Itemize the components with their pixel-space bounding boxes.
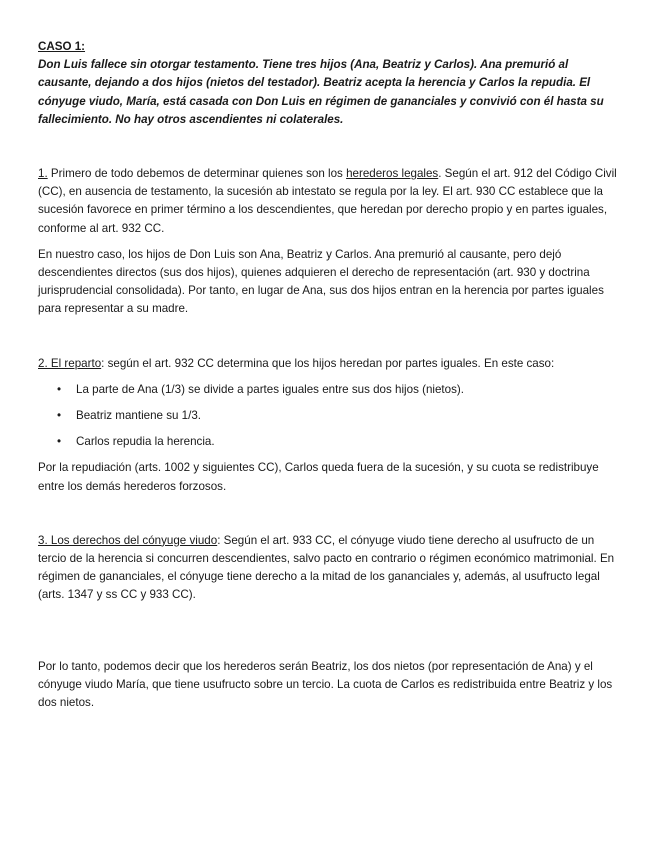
section-3-text: : Según el art. 933 CC, el cónyuge viudo tiene derecho al usufructo de un tercio de la herencia si concurren descendientes, salvo pacto en contrario o régimen económico matrimonial. En régimen de gananciales, el cónyuge tiene derecho a la mitad de los gananciales y, además, al usufructo legal (arts. 1347 y ss CC y 933 CC). (38, 533, 615, 602)
section-2-intro (38, 355, 618, 373)
bullet-icon: • (57, 409, 62, 423)
list-item-text: Beatriz mantiene su 1/3. (76, 409, 202, 423)
list-item (57, 433, 618, 451)
case-statement: Don Luis fallece sin otorgar testamento. Tiene tres hijos (Ana, Beatriz y Carlos). Ana premurió al causante, dejando a dos hijos (nietos del testador). Beatriz acepta la herencia y Carlos la repudia. El cónyuge viudo, María, está casada con Don Luis en régimen de gananciales y convivió con él hasta su fallecimiento. No hay otros ascendientes ni colaterales. (38, 58, 604, 126)
section-2-heading: 2. El reparto (38, 356, 102, 370)
list-item-text: Carlos repudia la herencia. (76, 435, 215, 449)
list-item (57, 407, 618, 425)
bullet-icon: • (57, 435, 62, 449)
distribution-list (38, 381, 618, 452)
section-2-text: : según el art. 932 CC determina que los hijos heredan por partes iguales. En este caso: (101, 356, 555, 370)
section-2-closing: Por la repudiación (arts. 1002 y siguientes CC), Carlos queda fuera de la sucesión, y su cuota se redistribuye entre los demás herederos forzosos. (38, 461, 599, 493)
section-1-paragraph-2: En nuestro caso, los hijos de Don Luis son Ana, Beatriz y Carlos. Ana premurió al causante, pero dejó descendientes directos (sus dos hijos), quienes adquieren el derecho de representación (art. 930 y doctrina jurisprudencial consolidada). Por tanto, en lugar de Ana, sus dos hijos entran en la herencia por partes iguales para representar a su madre. (38, 247, 604, 316)
section-3-paragraph (38, 532, 618, 605)
section-1-paragraph-1 (38, 165, 618, 238)
document-page (38, 38, 618, 712)
case-title: CASO 1: (38, 40, 86, 53)
section-3-heading: 3. Los derechos del cónyuge viudo (38, 533, 218, 547)
section-1-number: 1. (38, 167, 48, 181)
section-1-text-b: . Según el art. 912 del Código Civil (CC), en ausencia de testamento, la sucesión ab intestato se regula por la ley. El art. 930 CC establece que la sucesión favorece en primer término a los descendientes, que heredan por derecho propio y en partes iguales, conforme al art. 932 CC. (38, 167, 617, 235)
list-item (57, 381, 618, 399)
conclusion-paragraph: Por lo tanto, podemos decir que los herederos serán Beatriz, los dos nietos (por representación de Ana) y el cónyuge viudo María, que tiene usufructo sobre un tercio. La cuota de Carlos es redistribuida entre Beatriz y los dos nietos. (38, 659, 613, 710)
section-1-text-a: Primero de todo debemos de determinar quienes son los (47, 167, 347, 181)
herederos-legales-term: herederos legales (346, 167, 439, 181)
list-item-text: La parte de Ana (1/3) se divide a partes iguales entre sus dos hijos (nietos). (76, 382, 464, 396)
bullet-icon: • (57, 382, 62, 396)
